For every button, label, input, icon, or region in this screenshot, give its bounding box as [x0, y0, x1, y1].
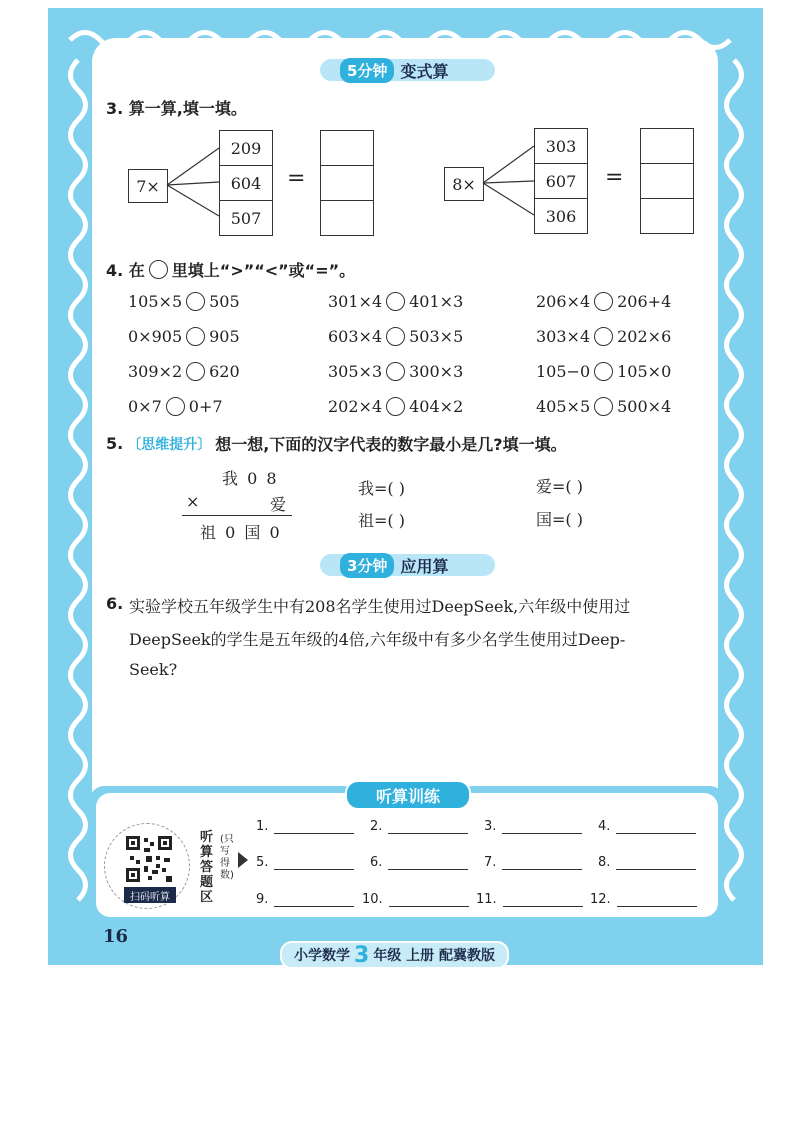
answer-box[interactable]	[640, 163, 694, 199]
compare-item: 105−0 105×0	[536, 362, 672, 381]
listen-blank[interactable]: 8.	[598, 855, 696, 870]
compare-circle[interactable]	[594, 397, 613, 416]
section-title: 应用算	[400, 557, 449, 576]
compare-circle[interactable]	[166, 397, 185, 416]
circle-icon	[149, 260, 168, 279]
value-cell: 306	[534, 198, 588, 234]
q5-number: 5.	[106, 434, 124, 453]
listen-blank[interactable]: 11.	[476, 892, 583, 907]
arrow-right-icon	[238, 852, 248, 868]
puzzle-rule	[182, 515, 292, 516]
compare-item: 303×4 202×6	[536, 327, 672, 346]
compare-item: 202×4 404×2	[328, 397, 464, 416]
value-cell: 209	[219, 130, 273, 166]
compare-circle[interactable]	[186, 362, 205, 381]
compare-item: 405×5 500×4	[536, 397, 672, 416]
compare-item: 309×2 620	[128, 362, 240, 381]
value-cell: 607	[534, 163, 588, 199]
question-6-number: 6.	[106, 594, 124, 613]
q6-line-2: DeepSeek的学生是五年级的4倍,六年级中有多少名学生使用过Deep-	[129, 630, 626, 649]
compare-item: 0×7 0+7	[128, 397, 223, 416]
answer-wo[interactable]: 我=( )	[358, 479, 405, 498]
compare-circle[interactable]	[594, 362, 613, 381]
qr-code-icon[interactable]	[126, 836, 172, 882]
listen-blank[interactable]: 10.	[362, 892, 469, 907]
answer-ai[interactable]: 爱=( )	[536, 477, 583, 496]
answer-box[interactable]	[320, 200, 374, 236]
section-title: 变式算	[400, 62, 449, 81]
compare-item: 305×3 300×3	[328, 362, 464, 381]
compare-circle[interactable]	[386, 362, 405, 381]
listen-blank[interactable]: 3.	[484, 819, 582, 834]
listen-blank[interactable]: 1.	[256, 819, 354, 834]
compare-circle[interactable]	[386, 292, 405, 311]
answer-box[interactable]	[320, 165, 374, 201]
multiplier-box-right: 8×	[444, 167, 484, 201]
compare-item: 206×4 206+4	[536, 292, 672, 311]
equals-sign: =	[605, 165, 624, 190]
q4-label-start: 4. 在	[106, 261, 145, 280]
listen-blank[interactable]: 2.	[370, 819, 468, 834]
value-cell: 507	[219, 200, 273, 236]
times-sign: ×	[186, 492, 200, 511]
answer-box[interactable]	[640, 128, 694, 164]
time-badge: 3分钟	[340, 553, 394, 578]
listen-blank[interactable]: 4.	[598, 819, 696, 834]
q6-line-1: 实验学校五年级学生中有208名学生使用过DeepSeek,六年级中使用过	[129, 597, 631, 616]
multiplier-box-left: 7×	[128, 169, 168, 203]
q5-title: 想一想,下面的汉字代表的数字最小是几?填一填。	[215, 435, 567, 454]
answer-area-label: 听算答题区	[200, 830, 214, 905]
footer-subject: 小学数学	[294, 948, 350, 964]
compare-circle[interactable]	[186, 292, 205, 311]
time-badge: 5分钟	[340, 58, 394, 83]
compare-item: 603×4 503×5	[328, 327, 464, 346]
q6-line-3: Seek?	[129, 660, 178, 679]
compare-item: 301×4 401×3	[328, 292, 464, 311]
value-cell: 303	[534, 128, 588, 164]
listen-blank[interactable]: 7.	[484, 855, 582, 870]
footer-grade: 3	[354, 942, 370, 968]
compare-item: 105×5 505	[128, 292, 240, 311]
equals-sign: =	[287, 166, 306, 191]
answer-guo[interactable]: 国=( )	[536, 510, 583, 529]
footer-edition: 年级 上册 配冀教版	[373, 948, 496, 964]
question-4-label	[106, 258, 355, 281]
qr-label: 扫码听算	[124, 887, 176, 903]
compare-item: 0×905 905	[128, 327, 240, 346]
value-cell: 604	[219, 165, 273, 201]
question-3-label: 3. 算一算,填一填。	[106, 99, 247, 118]
listen-blank[interactable]: 5.	[256, 855, 354, 870]
footer-banner	[280, 941, 509, 969]
puzzle-line-2: 爱	[270, 495, 287, 514]
q4-label-end: 里填上“>”“<”或“=”。	[171, 261, 356, 280]
answer-box[interactable]	[320, 130, 374, 166]
page-number: 16	[103, 926, 129, 947]
answer-box[interactable]	[640, 198, 694, 234]
listen-title: 听算训练	[345, 780, 471, 810]
question-5-label	[106, 432, 567, 455]
section-header-applied	[340, 553, 448, 578]
answer-zu[interactable]: 祖=( )	[358, 511, 405, 530]
listen-blank[interactable]: 6.	[370, 855, 468, 870]
compare-circle[interactable]	[386, 327, 405, 346]
answer-area-note: (只写得数)	[220, 834, 234, 881]
listen-blank[interactable]: 9.	[256, 892, 354, 907]
puzzle-result: 祖 0 国 0	[200, 523, 282, 542]
compare-circle[interactable]	[594, 292, 613, 311]
compare-circle[interactable]	[386, 397, 405, 416]
compare-circle[interactable]	[186, 327, 205, 346]
compare-circle[interactable]	[594, 327, 613, 346]
listen-blank[interactable]: 12.	[590, 892, 697, 907]
puzzle-line-1: 我 0 8	[222, 469, 279, 488]
thinking-tag: 〔思维提升〕	[127, 436, 212, 453]
